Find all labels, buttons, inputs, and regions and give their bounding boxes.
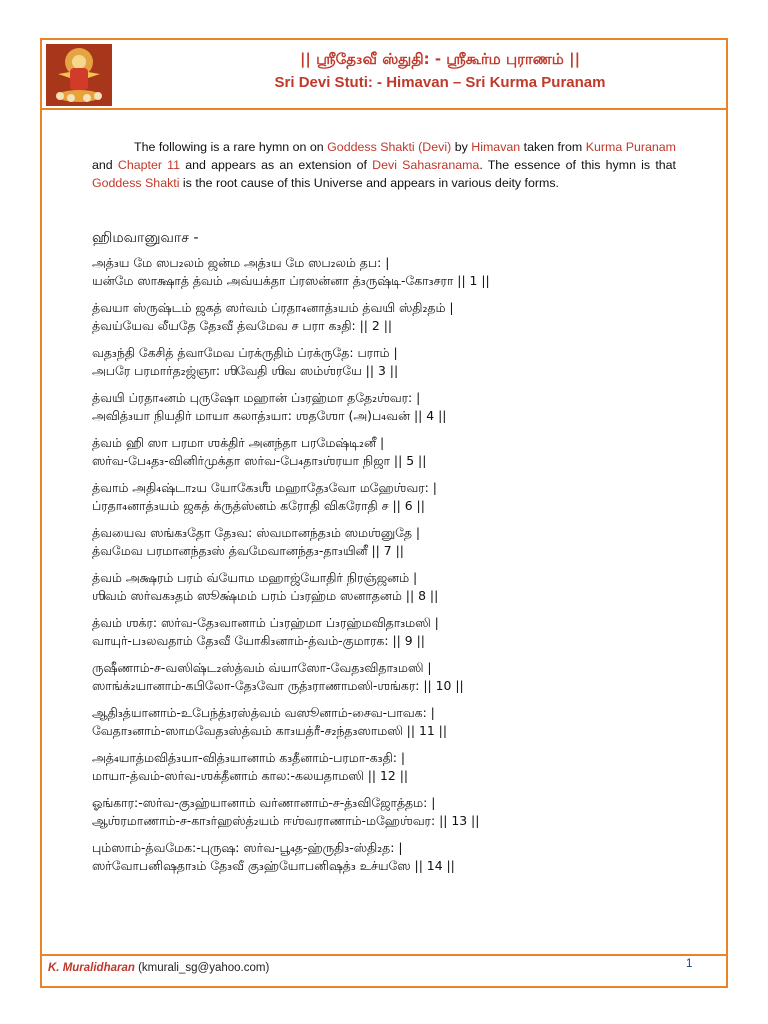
verse-line: ஸர்வோபனிஷதா₃ம் தே₃வீ கு₃ஹ்யோபனிஷத்₃ உச்யஸே || 14 || bbox=[92, 858, 455, 873]
verse-line: த்வம் ஹி ஸா பரமா ஶக்திர் அனந்தா பரமேஷ்டி₂னீ | bbox=[92, 435, 385, 450]
verse-line: த்வயி ப்ரதா₄னம் புருஷோ மஹான் ப்₃ரஹ்மா ததே₂ஶ்வர: | bbox=[92, 390, 421, 405]
intro-highlight: Devi Sahasranama bbox=[372, 158, 480, 172]
verse bbox=[92, 434, 712, 470]
verse bbox=[92, 614, 712, 650]
verse-line: வத₃ந்தி கேசித் த்வாமேவ ப்ரக்ருதிம் ப்ரக்ருதே: பராம் | bbox=[92, 345, 398, 360]
verse-line: வாயுர்-ப₃லவதாம் தே₃வீ யோகி₃னாம்-த்வம்-குமாரக: || 9 || bbox=[92, 633, 425, 648]
header-title-block bbox=[160, 42, 720, 104]
verse-line: அவித்₃யா நியதிர் மாயா கலாத்₃யா: ஶதஶோ (அ)ப₄வன் || 4 || bbox=[92, 408, 447, 423]
intro-text: is the root cause of this Universe and appears in various deity forms. bbox=[179, 176, 559, 190]
verse-line: யன்மே ஸாக்ஷாத் த்வம் அவ்யக்தா ப்ரஸன்னா த்₃ருஷ்டி-கோ₃சரா || 1 || bbox=[92, 273, 490, 288]
verse-list bbox=[92, 254, 712, 884]
intro-highlight: Kurma Puranam bbox=[585, 140, 676, 154]
verse-line: ஆஶ்ரமாணாம்-ச-கா₃ர்ஹஸ்த்₂யம் ஈஶ்வராணாம்-மஹேஶ்வர: || 13 || bbox=[92, 813, 480, 828]
title-tamil: || ஶ்ரீதே₃வீ ஸ்துதி: - ஶ்ரீகூர்ம புராணம் || bbox=[299, 50, 581, 68]
devi-image bbox=[46, 44, 112, 106]
title-english: Sri Devi Stuti: - Himavan – Sri Kurma Puranam bbox=[274, 74, 606, 91]
goddess-illustration-icon bbox=[46, 44, 112, 106]
verse-line: ஸர்வ-பே₄த₃-வினிர்முக்தா ஸர்வ-பே₄தா₃ஶ்ரயா நிஜா || 5 || bbox=[92, 453, 427, 468]
intro-text: by bbox=[451, 140, 472, 154]
author-name: K. Muralidharan bbox=[48, 962, 135, 974]
verse-line: அத்₃ய மே ஸப₂லம் ஜன்ம அத்₃ய மே ஸப₂லம் தப: | bbox=[92, 255, 390, 270]
intro-highlight: Goddess Shakti (Devi) bbox=[327, 140, 452, 154]
verse-line: த்வம் ஶக்ர: ஸர்வ-தே₃வானாம் ப்₃ரஹ்மா ப்₃ரஹ்மவிதா₃மஸி | bbox=[92, 615, 439, 630]
verse-line: ஓங்கார:-ஸர்வ-கு₃ஹ்யானாம் வர்ணானாம்-ச-த்₃விஜோத்தம: | bbox=[92, 795, 436, 810]
author-email: (kmurali_sg@yahoo.com) bbox=[134, 962, 270, 974]
verse bbox=[92, 569, 712, 605]
verse bbox=[92, 299, 712, 335]
verse-line: த்வாம் அதி₄ஷ்டா₂ய யோகே₃ஶீ மஹாதே₃வோ மஹேஶ்வர: | bbox=[92, 480, 437, 495]
verse-line: த்வயைவ ஸங்க₃தோ தே₃வ: ஸ்வமானந்த₃ம் ஸமஶ்னுதே | bbox=[92, 525, 421, 540]
verse bbox=[92, 389, 712, 425]
verse bbox=[92, 524, 712, 560]
verse-line: பும்ஸாம்-த்வமேக:-புருஷ: ஸர்வ-பூ₄த-ஹ்ருதி₃-ஸ்தி₂த: | bbox=[92, 840, 403, 855]
verse-line: அத்₄யாத்மவித்₃யா-வித்₃யானாம் க₃தீனாம்-பரமா-க₃தி: | bbox=[92, 750, 406, 765]
intro-text: and appears as an extension of bbox=[180, 158, 373, 172]
footer-divider bbox=[40, 954, 728, 956]
footer-author bbox=[48, 962, 269, 974]
verse-line: ஸாங்க்₂யானாம்-கபிலோ-தே₃வோ ருத்₃ராணாமஸி-ஶங்கர: || 10 || bbox=[92, 678, 464, 693]
section-heading: ஹிமவானுவாச - bbox=[92, 230, 199, 246]
verse-line: அபரே பரமார்த₂ஜ்ஞா: ஶிவேதி ஶிவ ஸம்ஶ்ரயே || 3 || bbox=[92, 363, 399, 378]
verse-line: மாயா-த்வம்-ஸர்வ-ஶக்தீனாம் கால:-கலயதாமஸி || 12 || bbox=[92, 768, 409, 783]
verse-line: ஶிவம் ஸர்வக₃தம் ஸூக்ஷ்மம் பரம் ப்₃ரஹ்ம ஸனாதனம் || 8 || bbox=[92, 588, 439, 603]
verse-line: த்வமேவ பரமானந்த₃ஸ் த்வமேவானந்த₃-தா₃யினீ || 7 || bbox=[92, 543, 404, 558]
verse bbox=[92, 749, 712, 785]
verse-line: த்வயா ஸ்ருஷ்டம் ஜகத் ஸர்வம் ப்ரதா₄னாத்₃யம் த்வயி ஸ்தி₂தம் | bbox=[92, 300, 454, 315]
page-number: 1 bbox=[686, 958, 693, 970]
intro-highlight: Goddess Shakti bbox=[92, 176, 180, 190]
intro-text: The following is a rare hymn on on bbox=[134, 140, 328, 154]
verse bbox=[92, 839, 712, 875]
verse bbox=[92, 704, 712, 740]
intro-paragraph bbox=[92, 138, 676, 192]
intro-text: and bbox=[92, 158, 118, 172]
verse bbox=[92, 479, 712, 515]
intro-highlight: Chapter 11 bbox=[117, 158, 181, 172]
verse bbox=[92, 659, 712, 695]
verse bbox=[92, 794, 712, 830]
intro-text: . The essence of this hymn is that bbox=[479, 158, 676, 172]
verse-line: த்வய்யேவ லீயதே தே₃வீ த்வமேவ ச பரா க₃தி: || 2 || bbox=[92, 318, 393, 333]
verse-line: த்வம் அக்ஷரம் பரம் வ்யோம மஹாஜ்யோதிர் நிரஞ்ஜனம் | bbox=[92, 570, 418, 585]
header-divider bbox=[40, 108, 728, 110]
verse bbox=[92, 344, 712, 380]
verse-line: ருஷீணாம்-ச-வஸிஷ்ட₂ஸ்த்வம் வ்யாஸோ-வேத₃விதா₃மஸி | bbox=[92, 660, 432, 675]
verse-line: ப்ரதா₄னாத்₃யம் ஜகத் க்ருத்ஸ்னம் கரோதி விகரோதி ச || 6 || bbox=[92, 498, 425, 513]
verse-line: வேதா₃னாம்-ஸாமவேத₃ஸ்த்வம் கா₃யத்ரீ-ச₂ந்த₃ஸாமஸி || 11 || bbox=[92, 723, 448, 738]
verse-line: ஆதி₃த்யானாம்-உபேந்த்₃ரஸ்த்வம் வஸூனாம்-சைவ-பாவக: | bbox=[92, 705, 435, 720]
intro-text: taken from bbox=[520, 140, 586, 154]
intro-highlight: Himavan bbox=[471, 140, 521, 154]
verse bbox=[92, 254, 712, 290]
